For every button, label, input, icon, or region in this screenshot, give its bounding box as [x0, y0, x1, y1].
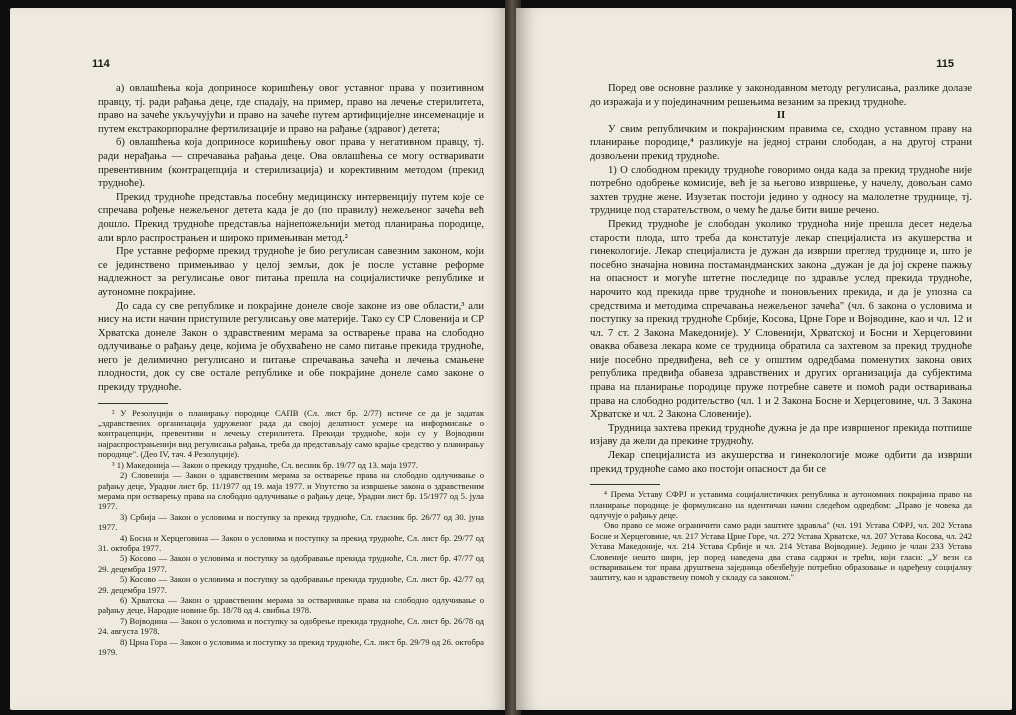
footnote: 3) Србија — Закон о условима и поступку за прекид трудноће, Сл. гласник бр. 26/77 од 30. јуна 1977. — [98, 511, 484, 533]
footnote: 5) Косово — Закон о условима и поступку за одобравање прекида трудноће, Сл. лист бр. 42/77 од 29. децембра 1977. — [98, 574, 484, 595]
footnote: ³ 1) Македонија — Закон о прекиду трудноће, Сл. весник бр. 19/77 од 13. маја 1977. — [112, 459, 418, 470]
paragraph: б) овлашћења која доприносе коришћењу овог права у негативном правцу, тј. ради нерађања — спречавања рађања деце. Ова овлашћења се могу остваривати превентивним (контрацепција и стерилизација) и корективним методом (прекид трудноће). — [98, 137, 484, 190]
paragraph: Прекид трудноће је слободан уколико трудноћа није прешла десет недеља старости плода, што треба да констатује лекар специјалиста из акушерства и гинекологије. Лекар специјалиста је дужан да изврши преглед труднице и, што је посебно значајна новина постамандманских закона „дужан је да јој скрене пажњу на опасност и могуће штетне последице по здравље услед прекида трудноће, нарочито код прекида прве трудноће и поновљених прекида, и да је упозна са средствима и методима спречавања нежељеног зачећа" (чл. 6 закона о условима и поступку за прекид трудноће Србије, Косова, Црне Горе и Војводине, као и чл. 12 и чл. 7 ст. 2 Закона Македоније). У Словенији, Хрватској и Босни и Херцеговини оваква обавеза лекара коме се трудница обратила са захтевом за прекид трудноће није посебно предвиђена, већ се у општим одредбама поменутих закона ових република предвиђа обавеза здравствених и других организација да субјектима права на планирање породице пруже потребне савете и помоћ ради остваривања права на слободно родитељство (чл. 1 и 2 Закона Босне и Херцеговине, чл. 3 Закона Хрватске и чл. 2 Закона Словеније). — [590, 218, 972, 421]
footnotes — [98, 408, 484, 658]
paragraph: а) овлашћења која доприносе коришћењу овог уставног права у позитивном правцу, тј. ради рађања деце, где спадају, на пример, право на лечење стерилитета, право на зачеће укључујући и право на зачеће путем артифицијелне инсеменације и путем екстракорпоралне фертилизације и право на рађање (здравог) детета; — [98, 83, 484, 135]
paragraph: Прекид трудноће представља посебну медицинску интервенцију путем које се спречава рођење нежељеног детета када је до (по правилу) нежељеног зачећа већ дошло. Прекид трудноће представља најнепожељнији метод планирања породице, али врло распрострањен и широко примењиван метод.² — [98, 191, 484, 244]
footnote: 7) Војводина — Закон о условима и поступку за одобрење прекида трудноће, Сл. лист бр. 26/78 од 24. августа 1978. — [98, 615, 484, 637]
footnote: 5) Косово — Закон о условима и поступку за одобравање прекида трудноће, Сл. лист бр. 47/77 од 29. децембра 1977. — [98, 553, 484, 574]
right-page-body — [590, 82, 972, 583]
footnote-rule — [590, 484, 660, 485]
paragraph: До сада су све републике и покрајине донеле своје законе из ове области,³ али нису на исти начин приступиле регулисању ове материје. Тако су СР Словенија и СР Хрватска донеле Закон о здравственим мерама за остварење права на слободно одлучивање о рађању деце, којима је обухваћено не само питање прекида трудноће, него је делимично регулисано и питање спречавања зачећа и лечења смањене плодности, док су све остале републике и обе покрајине донеле само законе о прекиду трудноће. — [98, 300, 484, 394]
page-number: 114 — [92, 58, 110, 70]
footnote: 2) Словенија — Закон о здравственим мерама за остварење права на слободно одлучивање о рађању деце, Урадни лист бр. 11/1977 од 19. маја 1977. и Упутство за извршење закона о здравственим мерама при остварењу права на слободно одлучивање о рађању деце, Урадни лист бр. 15/1977 од 5. јула 1977. — [98, 470, 484, 512]
right-page — [516, 8, 1012, 710]
paragraph: 1) О слободном прекиду трудноће говоримо онда када за прекид трудноће није потребно одобрење комисије, већ је за његово извршење, у начелу, довољан само захтев труднe жене. Изузетак постоји једино у односу на малолетне труднице, тј. труднице под старатељством, о чему ће даље бити више речено. — [590, 164, 972, 217]
footnotes — [590, 489, 972, 583]
footnote-rule — [98, 403, 168, 404]
paragraph: Поред ове основне разлике у законодавном методу регулисања, разлике долазе до изражаја и у појединачним решењима везаним за прекид трудноће. — [590, 83, 972, 108]
footnote: 4) Босна и Херцеговина — Закон о условима и поступку за прекид трудноће, Сл. лист бр. 29/77 од 31. октобра 1977. — [98, 532, 484, 553]
paragraph: Лекар специјалиста из акушерства и гинекологије може одбити да изврши прекид трудноће само ако постоји опасност да би се — [590, 450, 972, 475]
paragraph: Трудница захтева прекид трудноће дужна је да пре извршеног прекида потпише изјаву да жели да прекине трудноћу. — [590, 422, 972, 448]
footnote: 8) Црна Гора — Закон о условима и поступку за прекид трудноће, Сл. лист бр. 29/79 од 26. октобра 1979. — [98, 636, 484, 657]
footnote: 6) Хрватска — Закон о здравственим мерама за остваривање права на слободно одлучивање о рађању деце, Народне новине бр. 18/78 од 4. свибња 1978. — [98, 594, 484, 616]
section-heading: II — [776, 109, 786, 122]
left-page — [10, 8, 510, 710]
footnote: Ово право се може ограничити само ради заштите здравља" (чл. 191 Устава СФРЈ, чл. 202 Устава Босне и Херцеговине, чл. 217 Устава Црне Горе, чл. 272 Устава Хрватске, чл. 207 Устава Косова, чл. 242 Устава Македоније, чл. 214 Устава Србије и чл. 214 Устава Војводине). Једино је члан 233 Устава Словеније нешто шири, јер поред наведена два става садржи и трећи, који гласи: „У вези са остваривањем тог права друштвена заједница обезбеђује потребно образовање и одређену социјалну заштиту, као и здравствену помоћ у складу са законом." — [590, 520, 972, 583]
footnote: ⁴ Према Уставу СФРЈ и уставима социјалистичких република и аутономних покрајина право на планирање породице је формулисано на идентичан начин следећом одредбом: „Право је човека да одлучује о рађању деце. — [590, 489, 972, 521]
paragraph: Пре уставне реформе прекид трудноће је био регулисан савезним законом, који се јединствено примењивао у целој земљи, док је после уставне реформе надлежност за регулисање овог питања прешла на социјалистичке републике и аутономне покрајине. — [98, 246, 484, 298]
page-number: 115 — [936, 58, 954, 70]
left-page-body — [98, 82, 484, 657]
paragraph: У свим републичким и покрајинским правима се, сходно уставном праву на планирање породице,⁴ разликује на једној страни слободан, а на другој страни дозвољени прекид трудноће. — [590, 123, 972, 162]
footnote: ² У Резолуцији о планирању породице САПВ (Сл. лист бр. 2/77) истиче се да је задатак „здравствених организација удруженог рада да својој делатност усмере на информисање о контрацепцији, превентиви и лечењу стерилитета. Прекиди трудноће, који су у Војводини најраспрострањенији вид регулисања рађања, треба да представљају само крајње средство у планирању породице". (Део IV, тач. 4 Резолуције). — [98, 407, 484, 460]
